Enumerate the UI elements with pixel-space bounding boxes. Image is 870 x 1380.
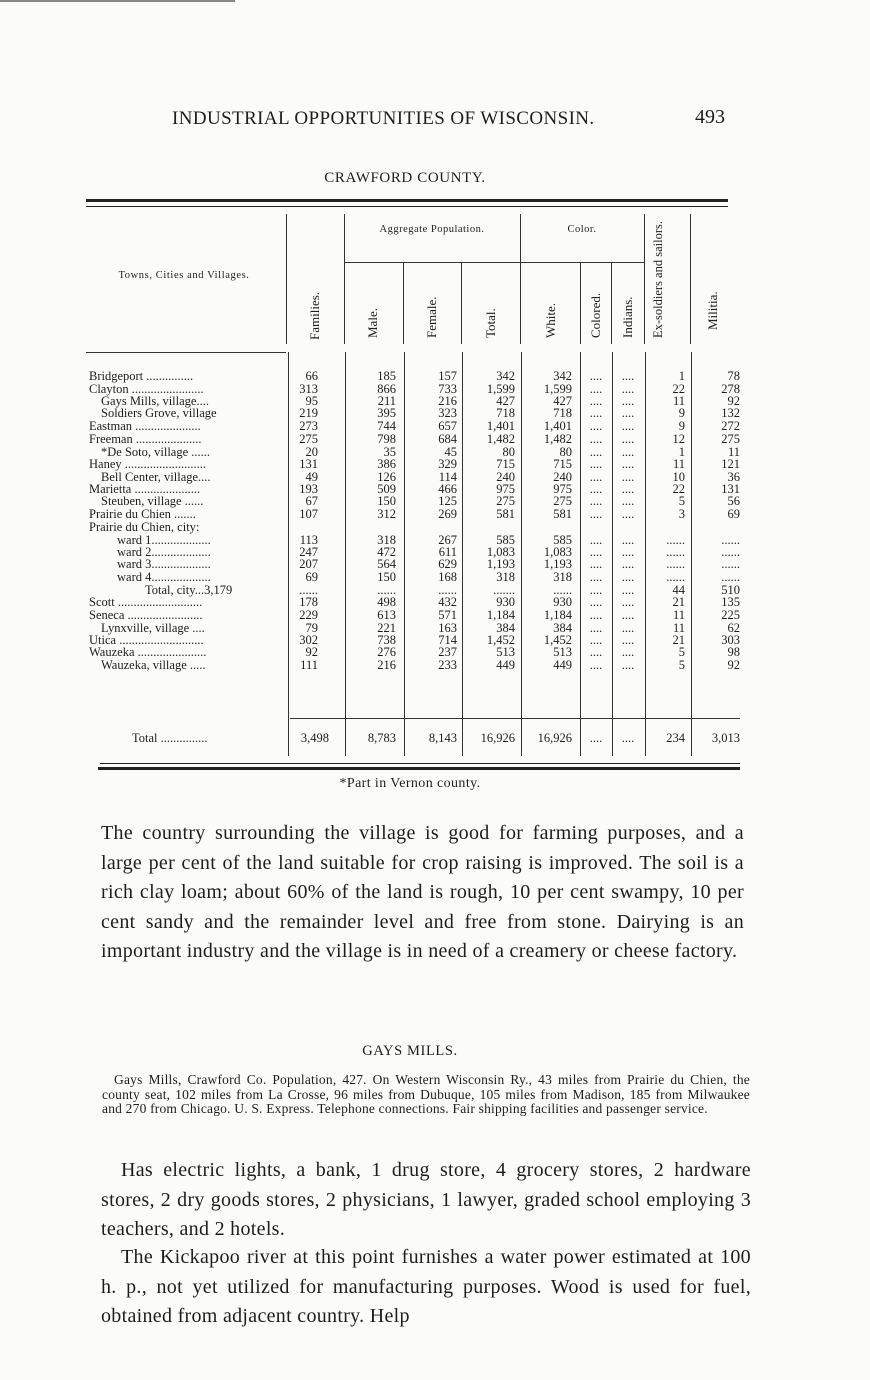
cell-colored: .... [589, 570, 603, 584]
cell-white: 1,193 [543, 557, 572, 571]
cell-female: 323 [438, 406, 457, 420]
cell-male: 509 [377, 482, 396, 496]
cell-white: 718 [553, 406, 572, 420]
cell-militia: 3,013 [711, 731, 740, 745]
cell-name: ward 2................... [117, 546, 211, 559]
cell-female: 733 [438, 382, 457, 396]
cell-families: 3,498 [300, 731, 329, 745]
cell-colored: .... [589, 369, 603, 383]
cell-name: Wauzeka ...................... [89, 646, 207, 659]
cell-ex-soldiers: 21 [672, 633, 685, 647]
cell-white: 342 [553, 369, 572, 383]
cell-name: Freeman ..................... [89, 433, 202, 446]
cell-militia: 510 [721, 583, 740, 597]
cell-male: 498 [377, 595, 396, 609]
cell-total: 384 [496, 621, 515, 635]
cell-families: 313 [299, 382, 318, 396]
cell-name: Eastman ..................... [89, 420, 201, 433]
cell-indians: .... [621, 419, 635, 433]
cell-indians: .... [621, 457, 635, 471]
cell-families: 302 [299, 633, 318, 647]
cell-total: ....... [493, 583, 515, 597]
cell-white: 1,452 [543, 633, 572, 647]
cell-colored: .... [589, 533, 603, 547]
cell-female: 125 [438, 494, 457, 508]
cell-indians: .... [621, 621, 635, 635]
header-male: Male. [365, 308, 380, 338]
cell-white: 1,184 [543, 608, 572, 622]
gazetteer-entry: Gays Mills, Crawford Co. Population, 427. On Western Wisconsin Ry., 43 miles from Prairie du Chien, the county seat, 102 miles from La Crosse, 96 miles from Dubuque, 105 miles from Madison, 185 from Milwaukee and 270 from Chicago. U. S. Express. Telephone connections. Fair shipping facilities and passenger service. [102, 1072, 750, 1116]
section-title: GAYS MILLS. [362, 1043, 458, 1059]
cell-militia: 11 [727, 445, 740, 459]
cell-ex-soldiers: 5 [678, 658, 685, 672]
cell-colored: .... [589, 507, 603, 521]
cell-families: 247 [299, 545, 318, 559]
cell-ex-soldiers: ...... [666, 570, 685, 584]
cell-male: 150 [377, 494, 396, 508]
cell-name: Bell Center, village.... [101, 471, 211, 484]
cell-name: Scott ........................... [89, 596, 203, 609]
running-title: INDUSTRIAL OPPORTUNITIES OF WISCONSIN. [172, 108, 595, 129]
header-total: Total. [483, 308, 498, 338]
cell-indians: .... [621, 583, 635, 597]
cell-total: 975 [496, 482, 515, 496]
cell-total: 1,599 [486, 382, 515, 396]
cell-name: ward 1................... [117, 534, 211, 547]
cell-colored: .... [589, 633, 603, 647]
cell-male: 318 [377, 533, 396, 547]
cell-colored: .... [589, 557, 603, 571]
cell-male: ...... [377, 583, 396, 597]
cell-male: 35 [383, 445, 396, 459]
cell-ex-soldiers: 1 [678, 369, 685, 383]
col-divider [286, 214, 287, 344]
cell-militia: 278 [721, 382, 740, 396]
cell-male: 866 [377, 382, 396, 396]
cell-male: 395 [377, 406, 396, 420]
header-indians: Indians. [620, 296, 635, 338]
cell-ex-soldiers: 21 [672, 595, 685, 609]
cell-colored: .... [589, 731, 603, 745]
cell-female: 168 [438, 570, 457, 584]
cell-name: Total ............... [132, 732, 208, 745]
cell-ex-soldiers: 22 [672, 482, 685, 496]
cell-colored: .... [589, 645, 603, 659]
cell-colored: .... [589, 545, 603, 559]
cell-indians: .... [621, 382, 635, 396]
cell-name: ward 3................... [117, 558, 211, 571]
cell-colored: .... [589, 457, 603, 471]
table-bottom-rule [98, 767, 740, 770]
cell-colored: .... [589, 658, 603, 672]
cell-colored: .... [589, 608, 603, 622]
cell-total: 275 [496, 494, 515, 508]
cell-name: Lynxville, village .... [101, 622, 205, 635]
cell-indians: .... [621, 507, 635, 521]
cell-indians: .... [621, 470, 635, 484]
cell-ex-soldiers: 11 [672, 608, 685, 622]
cell-white: 384 [553, 621, 572, 635]
cell-white: 240 [553, 470, 572, 484]
cell-female: 157 [438, 369, 457, 383]
cell-female: 237 [438, 645, 457, 659]
cell-name: Utica ........................... [89, 634, 204, 647]
cell-white: 449 [553, 658, 572, 672]
header-colored: Colored. [588, 292, 603, 338]
cell-families: 107 [299, 507, 318, 521]
cell-indians: .... [621, 570, 635, 584]
cell-total: 1,401 [486, 419, 515, 433]
cell-colored: .... [589, 494, 603, 508]
cell-families: 207 [299, 557, 318, 571]
cell-indians: .... [621, 545, 635, 559]
cell-colored: .... [589, 419, 603, 433]
header-militia: Militia. [705, 291, 720, 330]
cell-indians: .... [621, 394, 635, 408]
cell-total: 240 [496, 470, 515, 484]
cell-militia: ...... [721, 545, 740, 559]
header-aggregate-population: Aggregate Population. [379, 224, 485, 235]
cell-total: 715 [496, 457, 515, 471]
cell-male: 564 [377, 557, 396, 571]
cell-total: 585 [496, 533, 515, 547]
cell-ex-soldiers: 1 [678, 445, 685, 459]
cell-ex-soldiers: 11 [672, 457, 685, 471]
cell-male: 276 [377, 645, 396, 659]
cell-white: 1,599 [543, 382, 572, 396]
cell-male: 386 [377, 457, 396, 471]
cell-name: Wauzeka, village ..... [101, 659, 206, 672]
cell-total: 1,184 [486, 608, 515, 622]
cell-ex-soldiers: ...... [666, 557, 685, 571]
group-underline [520, 262, 644, 263]
body-paragraph-1: The country surrounding the village is good for farming purposes, and a large per cent of the land suitable for crop raising is improved. The soil is a rich clay loam; about 60% of the land is rough, 10 per cent swampy, 10 per cent sandy and the remainder level and free from stone. Dairying is an important industry and the village is in need of a creamery or cheese factory. [101, 822, 744, 962]
cell-indians: .... [621, 369, 635, 383]
cell-white: 1,401 [543, 419, 572, 433]
cell-white: 581 [553, 507, 572, 521]
table-title: CRAWFORD COUNTY. [324, 170, 486, 186]
header-color: Color. [567, 224, 597, 235]
cell-female: 684 [438, 432, 457, 446]
cell-colored: .... [589, 470, 603, 484]
cell-families: 49 [305, 470, 318, 484]
cell-militia: 92 [727, 658, 740, 672]
cell-female: ...... [438, 583, 457, 597]
cell-ex-soldiers: 12 [672, 432, 685, 446]
cell-female: 8,143 [428, 731, 457, 745]
cell-male: 211 [377, 394, 396, 408]
cell-families: 178 [299, 595, 318, 609]
cell-ex-soldiers: 5 [678, 645, 685, 659]
cell-male: 472 [377, 545, 396, 559]
cell-indians: .... [621, 608, 635, 622]
cell-white: 275 [553, 494, 572, 508]
cell-indians: .... [621, 445, 635, 459]
cell-militia: 121 [721, 457, 740, 471]
cell-male: 185 [377, 369, 396, 383]
cell-colored: .... [589, 595, 603, 609]
cell-male: 798 [377, 432, 396, 446]
cell-colored: .... [589, 583, 603, 597]
cell-white: 1,482 [543, 432, 572, 446]
cell-total: 1,482 [486, 432, 515, 446]
col-divider [644, 214, 645, 344]
cell-militia: 78 [727, 369, 740, 383]
cell-indians: .... [621, 658, 635, 672]
cell-ex-soldiers: 9 [678, 406, 685, 420]
cell-name: Steuben, village ...... [101, 495, 204, 508]
cell-female: 329 [438, 457, 457, 471]
cell-male: 150 [377, 570, 396, 584]
cell-families: 193 [299, 482, 318, 496]
cell-indians: .... [621, 406, 635, 420]
cell-families: 131 [299, 457, 318, 471]
cell-colored: .... [589, 621, 603, 635]
cell-total: 1,193 [486, 557, 515, 571]
cell-female: 629 [438, 557, 457, 571]
cell-ex-soldiers: 11 [672, 394, 685, 408]
cell-female: 216 [438, 394, 457, 408]
body-paragraph-3: The Kickapoo river at this point furnishes a water power estimated at 100 h. p., not yet utilized for manufacturing purposes. Wood is used for fuel, obtained from adjacent country. Help [101, 1246, 751, 1327]
cell-militia: 92 [727, 394, 740, 408]
cell-total: 318 [496, 570, 515, 584]
table-top-rule [86, 199, 728, 202]
cell-militia: 225 [721, 608, 740, 622]
cell-name: Prairie du Chien ....... [89, 508, 196, 521]
cell-name: ward 4................... [117, 571, 211, 584]
col-divider [461, 262, 462, 344]
cell-female: 714 [438, 633, 457, 647]
body-paragraph-2: Has electric lights, a bank, 1 drug store, 4 grocery stores, 2 hardware stores, 2 dry goods stores, 2 physicians, 1 lawyer, graded school employing 3 teachers, and 2 hotels. [101, 1159, 751, 1240]
cell-indians: .... [621, 533, 635, 547]
cell-white: ...... [553, 583, 572, 597]
cell-militia: 36 [727, 470, 740, 484]
cell-militia: 62 [727, 621, 740, 635]
cell-families: 92 [305, 645, 318, 659]
cell-name: *De Soto, village ...... [101, 446, 211, 459]
cell-total: 342 [496, 369, 515, 383]
cell-total: 930 [496, 595, 515, 609]
cell-white: 318 [553, 570, 572, 584]
cell-female: 432 [438, 595, 457, 609]
cell-female: 657 [438, 419, 457, 433]
table-total-row [0, 732, 870, 745]
cell-families: 111 [300, 658, 318, 672]
table-footnote: *Part in Vernon county. [339, 776, 481, 791]
cell-male: 221 [377, 621, 396, 635]
cell-ex-soldiers: ...... [666, 533, 685, 547]
page-number: 493 [695, 106, 725, 128]
header-bottom-rule [86, 352, 286, 353]
cell-families: 219 [299, 406, 318, 420]
header-towns: Towns, Cities and Villages. [118, 270, 250, 281]
cell-total: 80 [502, 445, 515, 459]
cell-male: 216 [377, 658, 396, 672]
cell-families: 273 [299, 419, 318, 433]
cell-female: 269 [438, 507, 457, 521]
cell-male: 744 [377, 419, 396, 433]
cell-militia: 272 [721, 419, 740, 433]
header-female: Female. [424, 296, 439, 338]
cell-name: Clayton ....................... [89, 383, 204, 396]
cell-militia: ...... [721, 533, 740, 547]
cell-total: 427 [496, 394, 515, 408]
cell-white: 16,926 [537, 731, 572, 745]
col-divider [690, 214, 691, 344]
table-row [0, 659, 870, 672]
cell-male: 8,783 [367, 731, 396, 745]
cell-colored: .... [589, 432, 603, 446]
cell-female: 571 [438, 608, 457, 622]
cell-total: 718 [496, 406, 515, 420]
cell-white: 930 [553, 595, 572, 609]
cell-name: Total, city...3,179 [145, 584, 233, 597]
cell-white: 1,083 [543, 545, 572, 559]
cell-indians: .... [621, 557, 635, 571]
table-bottom-rule-thin [100, 763, 740, 764]
cell-families: 113 [299, 533, 318, 547]
cell-families: 67 [305, 494, 318, 508]
cell-colored: .... [589, 406, 603, 420]
header-white: White. [543, 302, 558, 338]
cell-ex-soldiers: 22 [672, 382, 685, 396]
cell-militia: 131 [721, 482, 740, 496]
col-divider [580, 262, 581, 344]
cell-female: 163 [438, 621, 457, 635]
cell-white: 80 [559, 445, 572, 459]
cell-colored: .... [589, 394, 603, 408]
cell-ex-soldiers: 11 [672, 621, 685, 635]
cell-indians: .... [621, 595, 635, 609]
cell-indians: .... [621, 731, 635, 745]
cell-indians: .... [621, 633, 635, 647]
cell-male: 738 [377, 633, 396, 647]
cell-ex-soldiers: 234 [666, 731, 685, 745]
cell-total: 581 [496, 507, 515, 521]
cell-white: 427 [553, 394, 572, 408]
cell-families: 20 [305, 445, 318, 459]
cell-ex-soldiers: ...... [666, 545, 685, 559]
cell-name: Seneca ........................ [89, 609, 203, 622]
cell-militia: ...... [721, 570, 740, 584]
cell-name: Gays Mills, village.... [101, 395, 209, 408]
cell-ex-soldiers: 3 [678, 507, 685, 521]
cell-female: 45 [444, 445, 457, 459]
cell-ex-soldiers: 9 [678, 419, 685, 433]
cell-militia: 132 [721, 406, 740, 420]
cell-total: 513 [496, 645, 515, 659]
cell-families: 69 [305, 570, 318, 584]
cell-female: 611 [438, 545, 457, 559]
cell-militia: 69 [727, 507, 740, 521]
cell-female: 114 [438, 470, 457, 484]
cell-colored: .... [589, 445, 603, 459]
col-divider [403, 262, 404, 344]
header-families: Families. [307, 291, 322, 340]
cell-indians: .... [621, 482, 635, 496]
cell-male: 312 [377, 507, 396, 521]
cell-total: 1,452 [486, 633, 515, 647]
cell-families: 79 [305, 621, 318, 635]
table-row [0, 508, 870, 521]
cell-name: Haney .......................... [89, 458, 206, 471]
cell-militia: ...... [721, 557, 740, 571]
page-top-rule [0, 0, 235, 2]
cell-male: 613 [377, 608, 396, 622]
total-rule [290, 718, 740, 719]
col-divider [344, 214, 345, 344]
cell-families: ...... [299, 583, 318, 597]
cell-families: 275 [299, 432, 318, 446]
cell-militia: 303 [721, 633, 740, 647]
cell-female: 233 [438, 658, 457, 672]
cell-militia: 56 [727, 494, 740, 508]
cell-name: Bridgeport ............... [89, 370, 194, 383]
cell-ex-soldiers: 44 [672, 583, 685, 597]
cell-colored: .... [589, 382, 603, 396]
cell-white: 585 [553, 533, 572, 547]
cell-name: Marietta ..................... [89, 483, 201, 496]
cell-militia: 275 [721, 432, 740, 446]
cell-indians: .... [621, 432, 635, 446]
cell-ex-soldiers: 5 [678, 494, 685, 508]
cell-militia: 135 [721, 595, 740, 609]
cell-white: 513 [553, 645, 572, 659]
cell-indians: .... [621, 645, 635, 659]
cell-indians: .... [621, 494, 635, 508]
cell-white: 975 [553, 482, 572, 496]
cell-colored: .... [589, 482, 603, 496]
cell-ex-soldiers: 10 [672, 470, 685, 484]
cell-families: 95 [305, 394, 318, 408]
cell-male: 126 [377, 470, 396, 484]
cell-families: 229 [299, 608, 318, 622]
cell-name: Prairie du Chien, city: [89, 521, 200, 534]
table-top-rule-thin [86, 206, 728, 207]
cell-total: 1,083 [486, 545, 515, 559]
group-underline [344, 262, 520, 263]
col-divider [520, 214, 521, 344]
cell-female: 267 [438, 533, 457, 547]
cell-families: 66 [305, 369, 318, 383]
cell-female: 466 [438, 482, 457, 496]
cell-name: Soldiers Grove, village [101, 407, 217, 420]
cell-militia: 98 [727, 645, 740, 659]
cell-total: 16,926 [480, 731, 515, 745]
col-divider [611, 262, 612, 344]
cell-total: 449 [496, 658, 515, 672]
header-ex-soldiers: Ex-soldiers and sailors. [651, 221, 665, 338]
cell-white: 715 [553, 457, 572, 471]
